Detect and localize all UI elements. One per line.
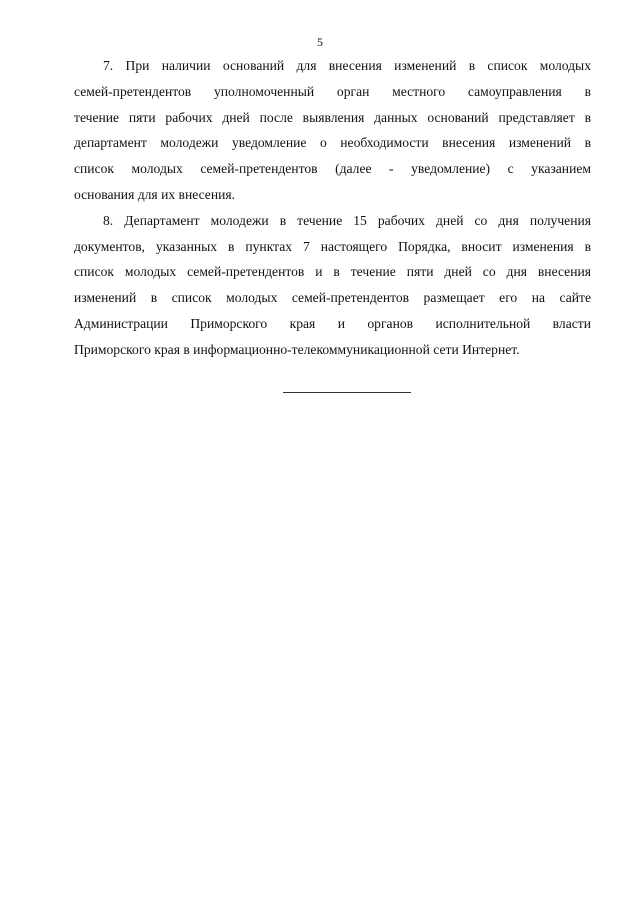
end-divider — [283, 392, 411, 393]
paragraph-line: список молодых семей-претендентов и в течение пяти дней со дня внесения — [74, 264, 591, 280]
paragraph-line: течение пяти рабочих дней после выявления данных оснований представляет в — [74, 109, 591, 125]
paragraph-8 — [74, 208, 591, 363]
paragraph-line: семей-претендентов уполномоченный орган местного самоуправления в — [74, 83, 591, 99]
paragraph-line: список молодых семей-претендентов (далее - уведомление) с указанием — [74, 161, 591, 177]
paragraph-line: Администрации Приморского края и органов исполнительной власти — [74, 315, 591, 331]
paragraph-line: 8. Департамент молодежи в течение 15 рабочих дней со дня получения — [103, 212, 591, 228]
paragraph-line: документов, указанных в пунктах 7 настоящего Порядка, вносит изменения в — [74, 238, 591, 254]
page-number: 5 — [317, 35, 323, 49]
paragraph-line: основания для их внесения. — [74, 186, 236, 202]
document-body — [74, 53, 591, 363]
paragraph-line: изменений в список молодых семей-претендентов размещает его на сайте — [74, 290, 591, 306]
paragraph-line: 7. При наличии оснований для внесения изменений в список молодых — [103, 58, 591, 73]
paragraph-line: Приморского края в информационно-телекоммуникационной сети Интернет. — [74, 341, 520, 357]
paragraph-7 — [74, 53, 591, 208]
paragraph-line: департамент молодежи уведомление о необходимости внесения изменений в — [74, 135, 591, 151]
